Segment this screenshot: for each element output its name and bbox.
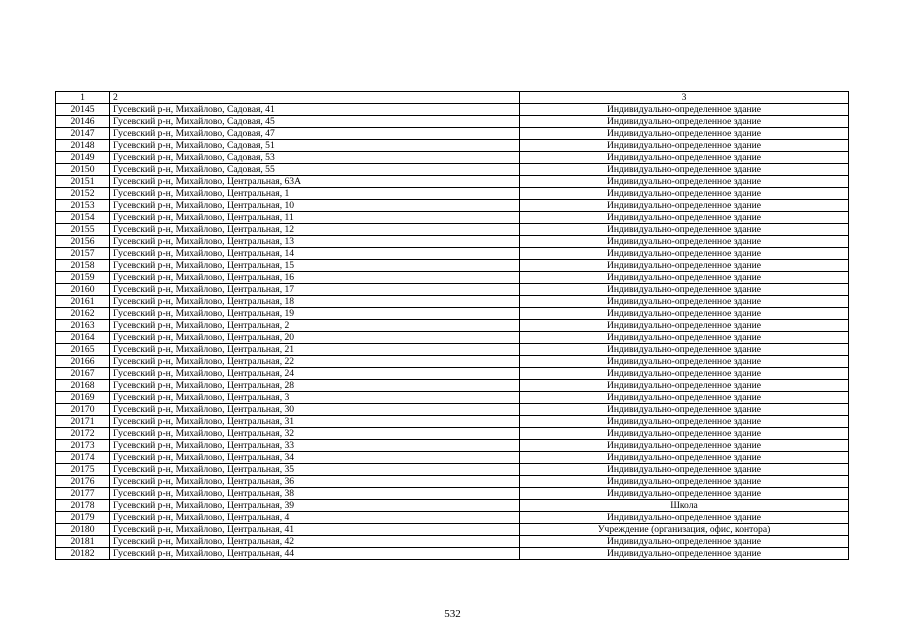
table-row bbox=[56, 188, 849, 200]
row-number-cell: 20156 bbox=[56, 236, 110, 248]
row-number-cell: 20147 bbox=[56, 128, 110, 140]
table-row bbox=[56, 116, 849, 128]
table-row bbox=[56, 272, 849, 284]
object-type-cell: Индивидуально-определенное здание bbox=[520, 104, 849, 116]
object-type-cell: Индивидуально-определенное здание bbox=[520, 140, 849, 152]
object-type-cell: Индивидуально-определенное здание bbox=[520, 116, 849, 128]
table-row bbox=[56, 548, 849, 560]
object-type-cell: Индивидуально-определенное здание bbox=[520, 164, 849, 176]
row-number-cell: 20163 bbox=[56, 320, 110, 332]
address-cell: Гусевский р-н, Михайлово, Центральная, 20 bbox=[110, 332, 520, 344]
row-number-cell: 20153 bbox=[56, 200, 110, 212]
table-body bbox=[56, 104, 849, 560]
address-cell: Гусевский р-н, Михайлово, Центральная, 33 bbox=[110, 440, 520, 452]
object-type-cell: Индивидуально-определенное здание bbox=[520, 128, 849, 140]
object-type-cell: Индивидуально-определенное здание bbox=[520, 248, 849, 260]
address-cell: Гусевский р-н, Михайлово, Центральная, 16 bbox=[110, 272, 520, 284]
row-number-cell: 20154 bbox=[56, 212, 110, 224]
table-row bbox=[56, 320, 849, 332]
address-cell: Гусевский р-н, Михайлово, Центральная, 63А bbox=[110, 176, 520, 188]
object-type-cell: Школа bbox=[520, 500, 849, 512]
table-row bbox=[56, 500, 849, 512]
row-number-cell: 20146 bbox=[56, 116, 110, 128]
table-row bbox=[56, 488, 849, 500]
header-col-2: 2 bbox=[110, 92, 520, 104]
address-cell: Гусевский р-н, Михайлово, Центральная, 44 bbox=[110, 548, 520, 560]
address-cell: Гусевский р-н, Михайлово, Садовая, 55 bbox=[110, 164, 520, 176]
address-cell: Гусевский р-н, Михайлово, Центральная, 28 bbox=[110, 380, 520, 392]
table-row bbox=[56, 356, 849, 368]
address-cell: Гусевский р-н, Михайлово, Центральная, 2 bbox=[110, 320, 520, 332]
object-type-cell: Индивидуально-определенное здание bbox=[520, 380, 849, 392]
object-type-cell: Индивидуально-определенное здание bbox=[520, 176, 849, 188]
object-type-cell: Индивидуально-определенное здание bbox=[520, 188, 849, 200]
address-cell: Гусевский р-н, Михайлово, Центральная, 15 bbox=[110, 260, 520, 272]
address-cell: Гусевский р-н, Михайлово, Садовая, 41 bbox=[110, 104, 520, 116]
table-row bbox=[56, 248, 849, 260]
address-cell: Гусевский р-н, Михайлово, Центральная, 13 bbox=[110, 236, 520, 248]
address-cell: Гусевский р-н, Михайлово, Центральная, 39 bbox=[110, 500, 520, 512]
address-cell: Гусевский р-н, Михайлово, Центральная, 31 bbox=[110, 416, 520, 428]
address-cell: Гусевский р-н, Михайлово, Центральная, 42 bbox=[110, 536, 520, 548]
row-number-cell: 20164 bbox=[56, 332, 110, 344]
row-number-cell: 20162 bbox=[56, 308, 110, 320]
row-number-cell: 20172 bbox=[56, 428, 110, 440]
address-cell: Гусевский р-н, Михайлово, Центральная, 19 bbox=[110, 308, 520, 320]
object-type-cell: Индивидуально-определенное здание bbox=[520, 488, 849, 500]
address-cell: Гусевский р-н, Михайлово, Садовая, 51 bbox=[110, 140, 520, 152]
row-number-cell: 20165 bbox=[56, 344, 110, 356]
row-number-cell: 20161 bbox=[56, 296, 110, 308]
table-row bbox=[56, 332, 849, 344]
row-number-cell: 20169 bbox=[56, 392, 110, 404]
row-number-cell: 20157 bbox=[56, 248, 110, 260]
table-row bbox=[56, 164, 849, 176]
address-cell: Гусевский р-н, Михайлово, Центральная, 11 bbox=[110, 212, 520, 224]
object-type-cell: Индивидуально-определенное здание bbox=[520, 224, 849, 236]
row-number-cell: 20180 bbox=[56, 524, 110, 536]
table-row bbox=[56, 476, 849, 488]
row-number-cell: 20168 bbox=[56, 380, 110, 392]
address-cell: Гусевский р-н, Михайлово, Центральная, 4 bbox=[110, 512, 520, 524]
object-type-cell: Индивидуально-определенное здание bbox=[520, 332, 849, 344]
row-number-cell: 20178 bbox=[56, 500, 110, 512]
table-row bbox=[56, 428, 849, 440]
row-number-cell: 20160 bbox=[56, 284, 110, 296]
header-col-3: 3 bbox=[520, 92, 849, 104]
object-type-cell: Индивидуально-определенное здание bbox=[520, 212, 849, 224]
object-type-cell: Индивидуально-определенное здание bbox=[520, 308, 849, 320]
table-row bbox=[56, 140, 849, 152]
row-number-cell: 20151 bbox=[56, 176, 110, 188]
table-row bbox=[56, 308, 849, 320]
object-type-cell: Индивидуально-определенное здание bbox=[520, 344, 849, 356]
row-number-cell: 20155 bbox=[56, 224, 110, 236]
table-row bbox=[56, 380, 849, 392]
address-cell: Гусевский р-н, Михайлово, Центральная, 18 bbox=[110, 296, 520, 308]
address-cell: Гусевский р-н, Михайлово, Садовая, 53 bbox=[110, 152, 520, 164]
table-row bbox=[56, 260, 849, 272]
object-type-cell: Индивидуально-определенное здание bbox=[520, 512, 849, 524]
address-cell: Гусевский р-н, Михайлово, Садовая, 45 bbox=[110, 116, 520, 128]
address-cell: Гусевский р-н, Михайлово, Садовая, 47 bbox=[110, 128, 520, 140]
address-cell: Гусевский р-н, Михайлово, Центральная, 17 bbox=[110, 284, 520, 296]
page-number: 532 bbox=[444, 608, 461, 620]
object-type-cell: Индивидуально-определенное здание bbox=[520, 440, 849, 452]
row-number-cell: 20174 bbox=[56, 452, 110, 464]
object-type-cell: Индивидуально-определенное здание bbox=[520, 464, 849, 476]
object-type-cell: Индивидуально-определенное здание bbox=[520, 416, 849, 428]
address-cell: Гусевский р-н, Михайлово, Центральная, 41 bbox=[110, 524, 520, 536]
table-row bbox=[56, 176, 849, 188]
table-row bbox=[56, 392, 849, 404]
address-cell: Гусевский р-н, Михайлово, Центральная, 32 bbox=[110, 428, 520, 440]
object-type-cell: Индивидуально-определенное здание bbox=[520, 200, 849, 212]
address-cell: Гусевский р-н, Михайлово, Центральная, 38 bbox=[110, 488, 520, 500]
row-number-cell: 20176 bbox=[56, 476, 110, 488]
table-row bbox=[56, 152, 849, 164]
address-cell: Гусевский р-н, Михайлово, Центральная, 36 bbox=[110, 476, 520, 488]
address-cell: Гусевский р-н, Михайлово, Центральная, 21 bbox=[110, 344, 520, 356]
object-type-cell: Индивидуально-определенное здание bbox=[520, 152, 849, 164]
table-row bbox=[56, 236, 849, 248]
row-number-cell: 20177 bbox=[56, 488, 110, 500]
row-number-cell: 20148 bbox=[56, 140, 110, 152]
table-row bbox=[56, 200, 849, 212]
object-type-cell: Индивидуально-определенное здание bbox=[520, 392, 849, 404]
table-row bbox=[56, 452, 849, 464]
address-cell: Гусевский р-н, Михайлово, Центральная, 34 bbox=[110, 452, 520, 464]
row-number-cell: 20149 bbox=[56, 152, 110, 164]
row-number-cell: 20150 bbox=[56, 164, 110, 176]
table-row bbox=[56, 212, 849, 224]
address-cell: Гусевский р-н, Михайлово, Центральная, 35 bbox=[110, 464, 520, 476]
table-row bbox=[56, 512, 849, 524]
table-row bbox=[56, 344, 849, 356]
table-row bbox=[56, 296, 849, 308]
address-cell: Гусевский р-н, Михайлово, Центральная, 30 bbox=[110, 404, 520, 416]
table-row bbox=[56, 440, 849, 452]
object-type-cell: Индивидуально-определенное здание bbox=[520, 536, 849, 548]
address-cell: Гусевский р-н, Михайлово, Центральная, 3 bbox=[110, 392, 520, 404]
object-type-cell: Индивидуально-определенное здание bbox=[520, 452, 849, 464]
object-type-cell: Учреждение (организация, офис, контора) bbox=[520, 524, 849, 536]
row-number-cell: 20167 bbox=[56, 368, 110, 380]
object-type-cell: Индивидуально-определенное здание bbox=[520, 260, 849, 272]
row-number-cell: 20158 bbox=[56, 260, 110, 272]
address-cell: Гусевский р-н, Михайлово, Центральная, 24 bbox=[110, 368, 520, 380]
table-row bbox=[56, 464, 849, 476]
row-number-cell: 20181 bbox=[56, 536, 110, 548]
object-type-cell: Индивидуально-определенное здание bbox=[520, 428, 849, 440]
registry-table bbox=[55, 91, 849, 560]
row-number-cell: 20182 bbox=[56, 548, 110, 560]
table-row bbox=[56, 404, 849, 416]
table-row bbox=[56, 368, 849, 380]
object-type-cell: Индивидуально-определенное здание bbox=[520, 548, 849, 560]
table-row bbox=[56, 128, 849, 140]
header-col-1: 1 bbox=[56, 92, 110, 104]
row-number-cell: 20159 bbox=[56, 272, 110, 284]
table-row bbox=[56, 224, 849, 236]
table-header bbox=[56, 92, 849, 104]
table-row bbox=[56, 536, 849, 548]
object-type-cell: Индивидуально-определенное здание bbox=[520, 320, 849, 332]
row-number-cell: 20170 bbox=[56, 404, 110, 416]
header-row bbox=[56, 92, 849, 104]
row-number-cell: 20145 bbox=[56, 104, 110, 116]
address-cell: Гусевский р-н, Михайлово, Центральная, 22 bbox=[110, 356, 520, 368]
object-type-cell: Индивидуально-определенное здание bbox=[520, 476, 849, 488]
address-cell: Гусевский р-н, Михайлово, Центральная, 1 bbox=[110, 188, 520, 200]
row-number-cell: 20171 bbox=[56, 416, 110, 428]
object-type-cell: Индивидуально-определенное здание bbox=[520, 284, 849, 296]
table-row bbox=[56, 416, 849, 428]
row-number-cell: 20173 bbox=[56, 440, 110, 452]
address-cell: Гусевский р-н, Михайлово, Центральная, 10 bbox=[110, 200, 520, 212]
object-type-cell: Индивидуально-определенное здание bbox=[520, 272, 849, 284]
object-type-cell: Индивидуально-определенное здание bbox=[520, 404, 849, 416]
table-row bbox=[56, 524, 849, 536]
object-type-cell: Индивидуально-определенное здание bbox=[520, 236, 849, 248]
row-number-cell: 20179 bbox=[56, 512, 110, 524]
table-row bbox=[56, 284, 849, 296]
object-type-cell: Индивидуально-определенное здание bbox=[520, 296, 849, 308]
table-row bbox=[56, 104, 849, 116]
object-type-cell: Индивидуально-определенное здание bbox=[520, 356, 849, 368]
address-cell: Гусевский р-н, Михайлово, Центральная, 14 bbox=[110, 248, 520, 260]
row-number-cell: 20152 bbox=[56, 188, 110, 200]
address-cell: Гусевский р-н, Михайлово, Центральная, 12 bbox=[110, 224, 520, 236]
object-type-cell: Индивидуально-определенное здание bbox=[520, 368, 849, 380]
row-number-cell: 20175 bbox=[56, 464, 110, 476]
row-number-cell: 20166 bbox=[56, 356, 110, 368]
